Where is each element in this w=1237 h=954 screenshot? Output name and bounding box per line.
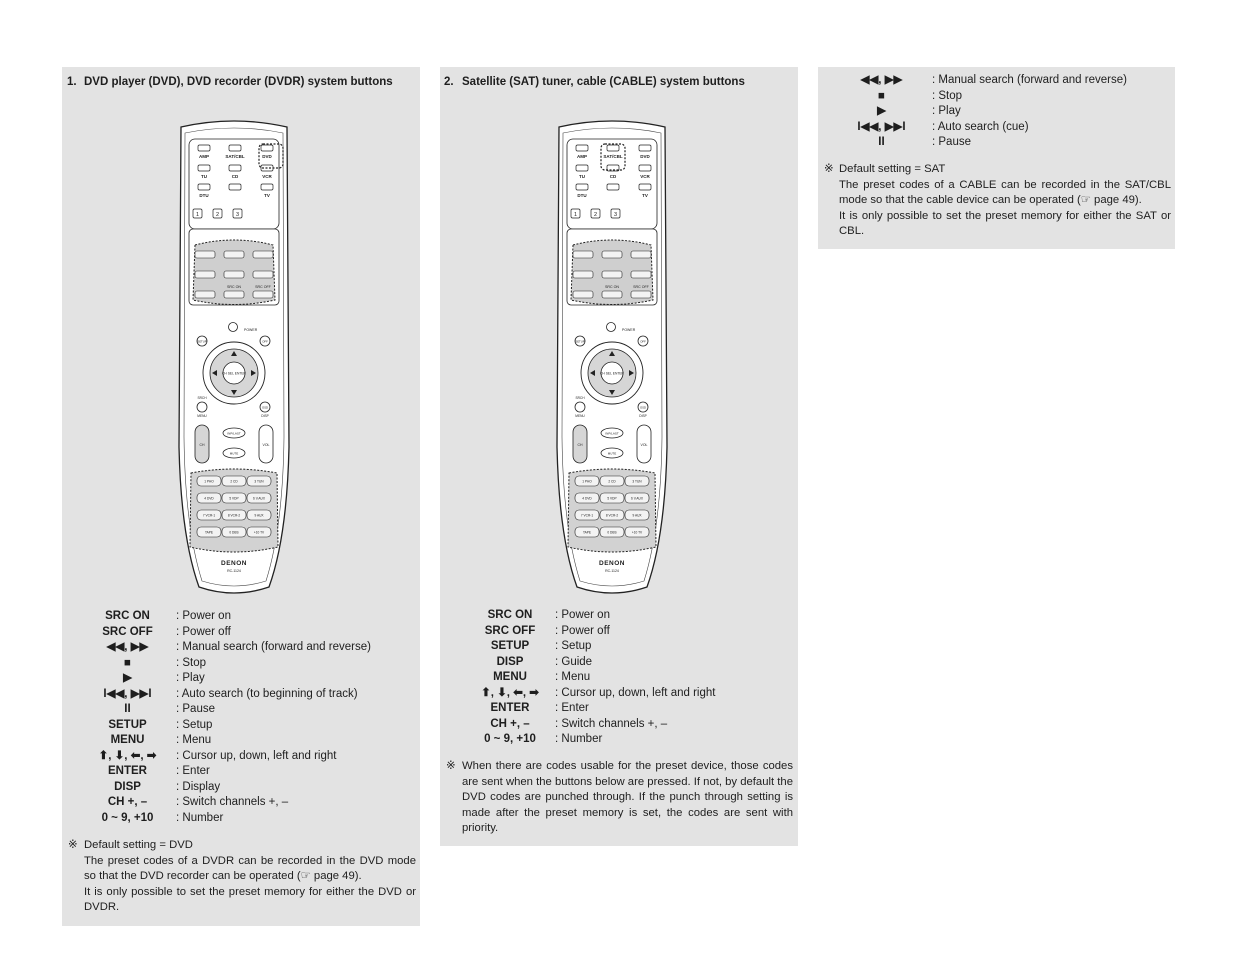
source-button: [229, 184, 241, 190]
note-line-2: The preset codes of a CABLE can be recorded in the SAT/CBL mode so that the cable device can be operated (☞ page 49).: [839, 178, 1171, 206]
key-row: [82, 640, 371, 656]
key-row: [82, 795, 371, 811]
osd-label: OSD: [261, 405, 269, 410]
setup-label: SETUP: [197, 339, 207, 344]
key-name: MENU: [110, 734, 145, 746]
osd-label: OSD: [639, 405, 647, 410]
source-button: [607, 184, 619, 190]
source-button: [261, 145, 273, 151]
source-button: [576, 145, 588, 151]
number-key-label: +10 TV: [631, 530, 643, 535]
mode-label: 1: [195, 212, 200, 218]
transport-button: [602, 251, 622, 258]
key-name: SRC OFF: [484, 624, 536, 637]
source-button: [639, 184, 651, 190]
section-2-heading: [444, 75, 794, 90]
key-row: [834, 104, 1127, 120]
number-key-label: 1 PHO: [204, 479, 214, 484]
number-key-label: TAPE: [582, 530, 592, 535]
key-row: [82, 733, 371, 749]
transport-button: [631, 291, 651, 298]
key-description: : Switch channels +, –: [176, 796, 289, 808]
number-key-label: 2 CD: [608, 479, 616, 484]
key-name: DISP: [496, 655, 524, 668]
mode-label: 1: [573, 212, 578, 218]
key-name: ■: [878, 89, 885, 102]
transport-button: [631, 251, 651, 258]
transport-button: [602, 271, 622, 278]
input-last-label: INP/LAST: [605, 431, 619, 436]
key-row: [82, 656, 371, 672]
number-key-label: 4 DVD: [582, 496, 592, 501]
key-description: : Setup: [176, 718, 213, 731]
key-name: ▶: [877, 105, 886, 117]
key-row: [82, 609, 371, 625]
source-label: DVD: [640, 154, 650, 159]
transport-button: [602, 291, 622, 298]
section-number: 2.: [444, 76, 454, 88]
setup-label: SETUP: [575, 339, 585, 344]
number-key-label: 0 DBS: [229, 530, 239, 535]
key-row: [468, 686, 715, 702]
key-name: SRC ON: [487, 609, 533, 621]
number-key-label: +10 TV: [253, 530, 265, 535]
number-key-label: 9 AUX: [254, 513, 264, 518]
note-line-2: The preset codes of a DVDR can be recorded in the DVD mode so that the DVD recorder can be operated (☞ page 49).: [84, 854, 416, 882]
key-row: [834, 89, 1127, 105]
ch-label: CH: [199, 443, 205, 447]
menu-button: [197, 402, 207, 412]
source-button: [198, 184, 210, 190]
number-key-label: 3 TUN: [254, 479, 264, 484]
key-description: : Number: [555, 733, 603, 745]
source-label: AMP: [577, 154, 587, 159]
transport-label: SRC OFF: [255, 285, 271, 289]
vol-label: VOL: [262, 443, 270, 447]
mode-label: 3: [613, 212, 618, 218]
section-title: Satellite (SAT) tuner, cable (CABLE) system buttons: [462, 76, 745, 88]
number-key-label: 0 DBS: [607, 530, 617, 535]
number-key-label: 7 VCR-1: [580, 513, 594, 518]
key-name: SRC ON: [105, 610, 150, 622]
transport-button: [573, 271, 593, 278]
key-row: [82, 625, 371, 641]
key-name: II: [124, 703, 131, 715]
source-button: [261, 184, 273, 190]
key-description: : Setup: [555, 640, 592, 652]
source-button: [576, 184, 588, 190]
search-label: SRCH: [575, 396, 585, 400]
note-1: [68, 838, 416, 916]
off-label: OFF: [262, 339, 268, 344]
brand-logo: DENON: [599, 560, 625, 567]
number-key-label: 9 AUX: [632, 513, 642, 518]
transport-button: [224, 251, 244, 258]
number-key-label: 6 V.AUX: [631, 496, 643, 501]
number-key-label: 6 V.AUX: [253, 496, 265, 501]
power-button: [229, 323, 238, 332]
key-name: ⬆, ⬇, ⬅, ➡: [98, 749, 157, 762]
key-description: : Menu: [555, 671, 591, 683]
key-row: [468, 670, 715, 686]
note-3: [824, 162, 1171, 240]
transport-button: [195, 291, 215, 298]
key-description: : Stop: [176, 656, 207, 669]
note-2: [446, 759, 793, 837]
key-description: : Pause: [932, 136, 971, 148]
key-row: [834, 73, 1127, 89]
enter-label: CH SEL ENTER: [600, 371, 624, 376]
input-last-label: INP/LAST: [227, 431, 241, 436]
key-description: : Cursor up, down, left and right: [555, 686, 716, 699]
source-label: VCR: [640, 174, 650, 179]
number-key-label: TAPE: [204, 530, 214, 535]
key-row: [468, 717, 715, 733]
menu-label: MENU: [575, 414, 585, 418]
key-name: DISP: [114, 780, 141, 793]
key-description: : Enter: [176, 765, 210, 777]
transport-button: [195, 251, 215, 258]
key-row: [468, 624, 715, 640]
power-label: POWER: [622, 328, 636, 332]
off-label: OFF: [640, 339, 646, 344]
key-name: ▶: [123, 672, 132, 684]
transport-button: [631, 271, 651, 278]
mode-label: 2: [215, 212, 220, 218]
transport-button: [253, 291, 273, 298]
key-row: [82, 718, 371, 734]
remote-control-illustration-2: [549, 117, 675, 595]
key-row: [468, 608, 715, 624]
key-description: : Auto search (to beginning of track): [176, 687, 358, 700]
key-description: : Power off: [555, 624, 610, 637]
key-table-1: [82, 609, 371, 826]
number-key-label: 4 DVD: [204, 496, 214, 501]
note-mark: ※: [446, 760, 456, 772]
number-key-label: 8 VCR-2: [227, 513, 241, 518]
source-label: CD: [231, 174, 239, 179]
key-row: [468, 639, 715, 655]
key-row: [82, 702, 371, 718]
key-description: : Auto search (cue): [932, 120, 1029, 133]
source-label: TU: [579, 174, 585, 179]
source-label: SAT/CBL: [225, 154, 245, 159]
key-row: [468, 655, 715, 671]
key-description: : Manual search (forward and reverse): [932, 74, 1127, 86]
key-description: : Power on: [176, 610, 231, 622]
section-number: 1.: [67, 76, 77, 88]
key-description: : Cursor up, down, left and right: [176, 749, 337, 762]
transport-button: [253, 271, 273, 278]
source-label: DTU: [199, 193, 209, 198]
transport-button: [253, 251, 273, 258]
power-button: [607, 323, 616, 332]
source-button: [229, 165, 241, 171]
vol-label: VOL: [640, 443, 648, 447]
note-mark: ※: [824, 163, 834, 175]
source-label: DTU: [577, 193, 587, 198]
key-row: [834, 135, 1127, 151]
note-text: When there are codes usable for the preset device, those codes are sent when the buttons below are pressed. If not, by default the DVD codes are punched through. If the punch through setting is made after the preset memory is set, the codes are sent with priority.: [462, 760, 793, 834]
key-name: ■: [124, 656, 131, 669]
key-name: SRC OFF: [102, 625, 153, 638]
source-label: DVD: [262, 154, 272, 159]
model-number: RC-1124: [605, 569, 619, 573]
key-table-2: [468, 608, 715, 748]
note-line-1: Default setting = SAT: [839, 163, 946, 175]
key-description: : Guide: [555, 655, 593, 668]
key-row: [468, 732, 715, 748]
source-label: AMP: [199, 154, 209, 159]
key-row: [834, 120, 1127, 136]
key-name: ENTER: [490, 702, 530, 714]
number-key-label: 8 VCR-2: [605, 513, 619, 518]
mute-label: MUTE: [229, 451, 239, 456]
transport-label: SRC ON: [605, 285, 619, 289]
section-1-panel: [62, 67, 420, 926]
section-2-panel: [440, 67, 798, 846]
mode-label: 2: [593, 212, 598, 218]
key-name: CH +, –: [490, 717, 530, 730]
disp-label: DISP: [639, 414, 647, 418]
search-label: SRCH: [197, 396, 207, 400]
key-row: [82, 687, 371, 703]
disp-label: DISP: [261, 414, 269, 418]
source-label: SAT/CBL: [603, 154, 623, 159]
brand-logo: DENON: [221, 560, 247, 567]
key-row: [82, 780, 371, 796]
key-name: ENTER: [108, 765, 147, 777]
key-description: : Power off: [176, 625, 231, 638]
key-row: [82, 764, 371, 780]
key-name: CH +, –: [107, 796, 148, 808]
key-name: I◀◀, ▶▶I: [857, 120, 906, 133]
section-1-heading: [67, 75, 415, 90]
key-description: : Menu: [176, 734, 212, 746]
number-key-label: 5 VDP: [607, 496, 617, 501]
key-description: : Enter: [555, 702, 589, 714]
note-mark: ※: [68, 839, 78, 851]
number-key-label: 3 TUN: [632, 479, 642, 484]
key-name: ◀◀, ▶▶: [106, 641, 149, 653]
key-row: [468, 701, 715, 717]
remote-control-illustration-1: [171, 117, 297, 595]
key-description: : Power on: [555, 609, 610, 621]
key-row: [82, 811, 371, 827]
number-key-label: 7 VCR-1: [202, 513, 216, 518]
transport-button: [573, 291, 593, 298]
note-line-1: Default setting = DVD: [84, 839, 193, 851]
mute-label: MUTE: [607, 451, 617, 456]
key-name: I◀◀, ▶▶I: [103, 687, 152, 700]
key-table-3: [834, 73, 1127, 151]
key-row: [82, 749, 371, 765]
key-name: 0 ~ 9, +10: [101, 811, 154, 824]
mode-label: 3: [235, 212, 240, 218]
source-label: TV: [264, 193, 270, 198]
key-name: MENU: [493, 671, 527, 683]
key-name: 0 ~ 9, +10: [484, 733, 536, 745]
number-key-label: 5 VDP: [229, 496, 239, 501]
source-label: CD: [609, 174, 617, 179]
source-label: TV: [642, 193, 648, 198]
model-number: RC-1124: [227, 569, 241, 573]
transport-label: SRC OFF: [633, 285, 649, 289]
transport-label: SRC ON: [227, 285, 241, 289]
source-button: [229, 145, 241, 151]
key-name: II: [878, 136, 885, 148]
key-name: SETUP: [108, 718, 147, 731]
source-button: [198, 165, 210, 171]
source-button: [576, 165, 588, 171]
transport-button: [224, 291, 244, 298]
key-description: : Stop: [932, 89, 963, 102]
transport-button: [195, 271, 215, 278]
key-description: : Play: [176, 672, 205, 684]
menu-button: [575, 402, 585, 412]
section-title: DVD player (DVD), DVD recorder (DVDR) system buttons: [84, 76, 393, 88]
enter-label: CH SEL ENTER: [222, 371, 246, 376]
key-description: : Display: [176, 780, 221, 793]
key-name: ◀◀, ▶▶: [860, 74, 903, 86]
section-3-panel: [818, 67, 1175, 249]
number-key-label: 1 PHO: [582, 479, 592, 484]
key-name: SETUP: [490, 640, 530, 652]
source-button: [198, 145, 210, 151]
ch-label: CH: [577, 443, 583, 447]
transport-button: [573, 251, 593, 258]
key-description: : Play: [932, 105, 961, 117]
key-description: : Switch channels +, –: [555, 717, 668, 730]
menu-label: MENU: [197, 414, 207, 418]
source-button: [607, 145, 619, 151]
note-line-3: It is only possible to set the preset memory for either the DVD or DVDR.: [84, 885, 416, 913]
key-name: ⬆, ⬇, ⬅, ➡: [481, 686, 539, 699]
key-description: : Manual search (forward and reverse): [176, 641, 371, 653]
key-description: : Number: [176, 811, 224, 824]
transport-button: [224, 271, 244, 278]
number-key-label: 2 CD: [230, 479, 238, 484]
source-button: [639, 145, 651, 151]
source-label: VCR: [262, 174, 272, 179]
source-button: [639, 165, 651, 171]
source-label: TU: [201, 174, 207, 179]
key-description: : Pause: [176, 703, 215, 715]
power-label: POWER: [244, 328, 258, 332]
key-row: [82, 671, 371, 687]
note-line-3: It is only possible to set the preset memory for either the SAT or CBL.: [839, 209, 1171, 237]
